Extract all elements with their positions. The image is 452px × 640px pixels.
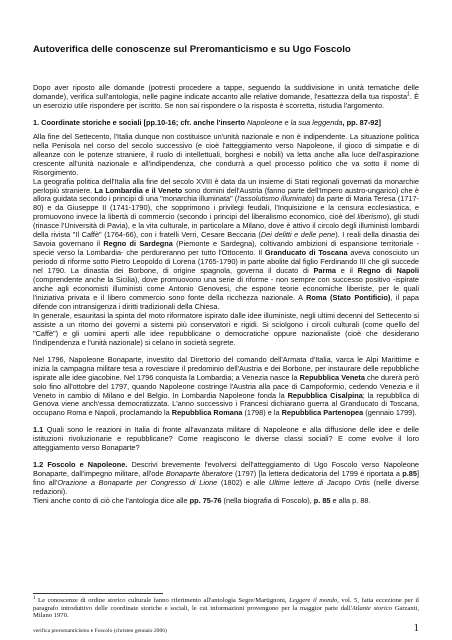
section-paragraph-3: In generale, esauritasi la spinta del moto riformatore ispirato dalle idee illuministe, negli ultimi decenni del Settecento si assiste a un ritorno dei governi a sistemi più conservatori e rigidi. Si sciolgono i circoli culturali (come quello del "Caffè") e gli uomini aperti alle idee repubblicane o democratiche oppure nazionaliste (cioè che desiderano l'indipendenza e l'unità nazionale) si celano in società segrete. xyxy=(33,310,419,347)
document-body xyxy=(33,84,419,506)
intro-text-end: . È un esercizio utile rispondere per iscritto. Se non sai rispondere o la risposta è scorretta, ristudia l'argomento. xyxy=(33,91,419,110)
question-number: 1.1 xyxy=(33,425,44,435)
footnote-divider xyxy=(33,593,163,594)
footnote-reference[interactable]: 1 xyxy=(407,91,410,98)
section-heading-insert-title: Napoleone e la sua leggenda xyxy=(246,117,343,127)
question-number: 1.2 xyxy=(33,460,44,470)
section-heading-ref: [pp.10-16; cfr. anche l'inserto xyxy=(141,117,247,127)
intro-paragraph xyxy=(33,84,419,111)
section-heading-ref-end: , pp. 87-92] xyxy=(342,117,381,127)
section-paragraph-1: Alla fine del Settecento, l'Italia dunque non costituisce un'unità nazionale e non è indipendente. La situazione politica nella Penisola nel corso del secolo successivo (e cioè l'atteggiamento verso Napoleone, il gioco di simpatie e di alleanze con le potenze straniere, il ruolo di intellettuali, borghesi e nobili) va letta anche alla luce dell'aspirazione crescente all'unità nazionale e all'indipendenza, che condurrà a quel processo politico che va sotto il nome di Risorgimento. xyxy=(33,131,419,177)
section-heading xyxy=(33,119,419,128)
intro-text: Dopo aver riposto alle domande (potresti procedere a tappe, seguendo la suddivisione in unità tematiche delle domande), verifica sull'antologia, nelle pagine indicate accanto alle relative domande, l'esattezza della tua risposta xyxy=(33,83,419,101)
section-paragraph-2: La geografia politica dell'Italia alla fine del secolo XVIII è data da un insieme di Stati regionali governati da monarchie perlopiù straniere. La Lombardia e il Veneto sono domini dell'Austria (fanno parte dell'Impero austro-ungarico) che è allora guidata secondo i principi di una "monarchia illuminata" (l'assolutismo illuminato) da parte di Maria Teresa (1717-80) e da Giuseppe II (1741-1790), che sopprimono i privilegi feudali, l'Inquisizione e la censura ecclesiastica, e promuovono invece la libertà di commercio (secondo i principi del liberalismo economico, cioè del liberismo), gli studi (rinasce l'Università di Pavia), e la vita culturale, in particolare a Milano, dove è attivo il circolo degli illuministi lombardi della rivista "Il Caffè" (1764-66), con i fratelli Verri, Cesare Beccaria (Dei delitti e delle pene). I reali della dinastia dei Savoia governano il Regno di Sardegna (Piemonte e Sardegna), coltivando ambizioni di espansione territoriale -specie verso la Lombardia- che perdureranno per tutto l'Ottocento. Il Granducato di Toscana aveva conosciuto un periodo di riforme sotto Pietro Leopoldo di Lorena (1765-1790) in parte abolite dal figlio Ferdinando III che gli succede nel 1790. La dinastia dei Borbone, di origine spagnola, governa il ducato di Parma e il Regno di Napoli (comprendente anche la Sicilia), dove promuovono una serie di riforme - non sempre con successo positivo -ispirate anche agli economisti illuministi come Antonio Genovesi, che espone teorie economiche liberiste, per le quali l'iniziativa privata e il libero commercio sono fonte della ricchezza nazionale. A Roma (Stato Pontificio), il papa difende con intransigenza i diritti tradizionali della Chiesa. xyxy=(33,176,420,311)
footnote-number: 1 xyxy=(33,595,36,601)
footnote: $^1$ Le conoscenze di ordine storico culturale fanno riferimento all'antologia Segre/Martignoni, Leggere il mondo, vol. 5, fatta eccezione per il paragrafo introduttivo delle coordinate storiche e sociali, le cui informazioni provengono per la maggior parte dall'Atlante storico Garzanti, Milano 1970. xyxy=(33,595,420,620)
page-footer: verifica preromanticismo e Foscolo (christen gennaio 2006) xyxy=(33,628,167,634)
document-title: Autoverifica delle conoscenze sul Preromanticismo e su Ugo Foscolo xyxy=(33,44,351,55)
section-paragraph-4: Nel 1796, Napoleone Bonaparte, investito dal Direttorio del comando dell'Armata d'Italia, varca le Alpi Marittime e inizia la campagna militare tesa a rovesciare il predominio dell'Austria e dei Borbone, per instaurare delle repubbliche ispirate alle idee giacobine. Nel 1796 conquista la Lombardia; a Venezia nasce la Repubblica Veneta che durerà però solo fino all'ottobre del 1797, quando Napoleone costringe l'Austria alla pace di Campoformio, cedendo Venezia e il Veneto in cambio di Milano e del Belgio. In Lombardia Napoleone fonda la Repubblica Cisalpina; la repubblica di Genova viene anch'essa democratizzata. L'anno successivo i Francesi dichiarano guerra al Granducato di Toscana, occupano Roma e Napoli, proclamando la Repubblica Romana (1798) e la Repubblica Partenopea (gennaio 1799). xyxy=(33,354,419,418)
page-number: 1 xyxy=(413,622,419,634)
question-text: Quali sono le reazioni in Italia di fronte all'avanzata militare di Napoleone e alla diffusione delle idee e delle istituzioni rivoluzionarie e repubblicane? Come reagiscono le diverse classi sociali? E come evolve il loro atteggiamento verso Bonaparte? xyxy=(33,425,419,453)
question-topic: Foscolo e Napoleone. xyxy=(43,460,128,470)
section-heading-title: 1. Coordinate storiche e sociali xyxy=(33,117,142,127)
question-1-2: 1.2 Foscolo e Napoleone. Descrivi brevemente l'evolversi dell'atteggiamento di Ugo Foscolo verso Napoleone Bonaparte, dall'impegno militare, all'ode Bonaparte liberatore (1797) [la lettera dedicatoria del 1799 è riportata a p.85] fino all'Orazione a Bonaparte per Congresso di Lione (1802) e alle Ultime lettere di Jacopo Ortis (nelle diverse redazioni). Tieni anche conto di ciò che l'antologia dice alle pp. 75-76 (nella biografia di Foscolo), p. 85 e alla p. 88. xyxy=(33,460,420,506)
question-1-1 xyxy=(33,426,419,453)
